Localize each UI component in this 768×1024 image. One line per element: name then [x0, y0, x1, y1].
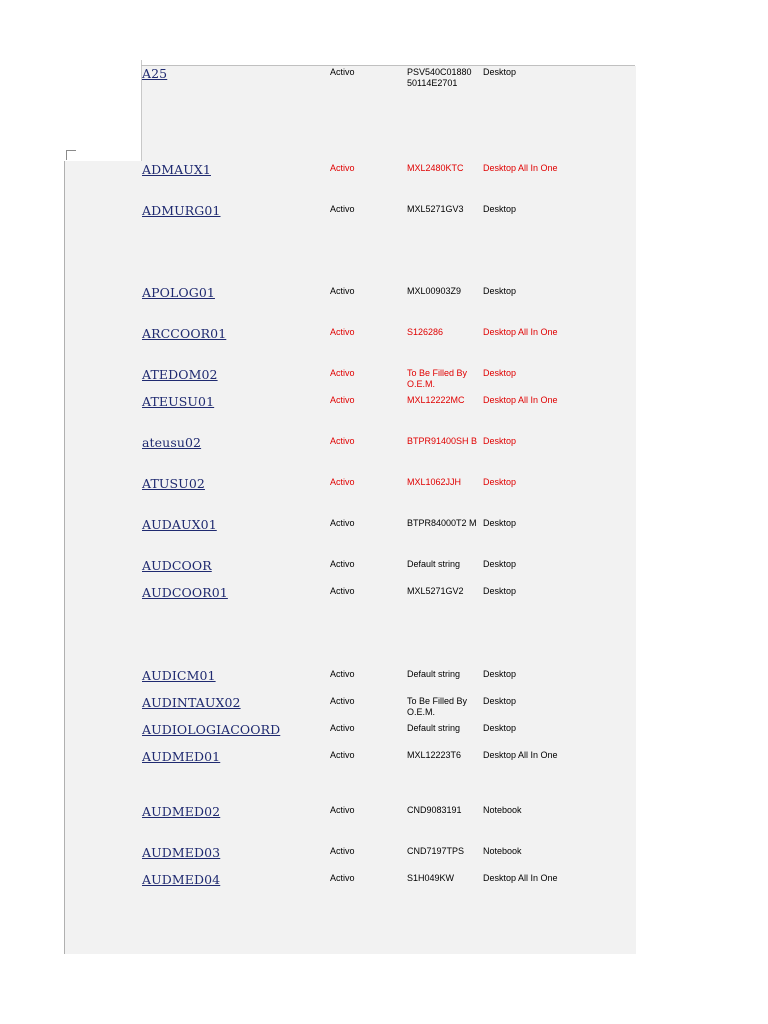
serial-cell: MXL2480KTC	[407, 163, 464, 173]
status-cell: Activo	[330, 846, 355, 856]
table-row	[0, 394, 768, 418]
computer-name-link[interactable]: A25	[142, 66, 168, 81]
serial-cell: PSV540C01880 50114E2701	[407, 67, 472, 88]
table-row	[0, 668, 768, 692]
status-cell: Activo	[330, 723, 355, 733]
serial-cell: S1H049KW	[407, 873, 455, 883]
table-row	[0, 326, 768, 350]
status-cell: Activo	[330, 586, 355, 596]
computer-name-link[interactable]: AUDCOOR	[142, 558, 212, 573]
table-row	[0, 585, 768, 609]
serial-cell: S126286	[407, 327, 444, 337]
serial-cell: MXL5271GV3	[407, 204, 464, 214]
computer-name-link[interactable]: AUDMED04	[142, 872, 221, 887]
table-row	[0, 722, 768, 746]
computer-name-link[interactable]: AUDINTAUX02	[142, 695, 241, 710]
table-anchor-icon	[66, 150, 76, 160]
table-row	[0, 845, 768, 869]
serial-cell: MXL5271GV2	[407, 586, 464, 596]
status-cell: Activo	[330, 67, 355, 77]
device-type-cell: Desktop All In One	[483, 750, 558, 760]
computer-name-link[interactable]: AUDICM01	[142, 668, 216, 683]
computer-name-link[interactable]: ADMURG01	[142, 203, 221, 218]
serial-cell: Default string	[407, 723, 461, 733]
computer-name-link[interactable]: ADMAUX1	[142, 162, 211, 177]
serial-cell: BTPR91400SH B	[407, 436, 478, 446]
device-type-cell: Desktop All In One	[483, 395, 558, 405]
status-cell: Activo	[330, 436, 355, 446]
device-type-cell: Desktop	[483, 696, 517, 706]
device-type-cell: Desktop	[483, 669, 517, 679]
device-type-cell: Desktop	[483, 204, 517, 214]
computer-name-link[interactable]: ateusu02	[142, 435, 202, 450]
computer-name-link[interactable]: ATEUSU01	[142, 394, 215, 409]
device-type-cell: Desktop	[483, 286, 517, 296]
serial-cell: MXL12223T6	[407, 750, 462, 760]
table-row	[0, 203, 768, 227]
status-cell: Activo	[330, 368, 355, 378]
table-row	[0, 435, 768, 459]
status-cell: Activo	[330, 750, 355, 760]
computer-name-link[interactable]: AUDAUX01	[142, 517, 217, 532]
status-cell: Activo	[330, 327, 355, 337]
serial-cell: BTPR84000T2 M	[407, 518, 477, 528]
device-type-cell: Notebook	[483, 846, 522, 856]
device-type-cell: Desktop	[483, 67, 517, 77]
status-cell: Activo	[330, 873, 355, 883]
serial-cell: CND9083191	[407, 805, 462, 815]
device-type-cell: Desktop All In One	[483, 163, 558, 173]
status-cell: Activo	[330, 286, 355, 296]
device-type-cell: Desktop All In One	[483, 873, 558, 883]
serial-cell: Default string	[407, 559, 461, 569]
device-type-cell: Desktop	[483, 368, 517, 378]
serial-cell: CND7197TPS	[407, 846, 465, 856]
table-row	[0, 695, 768, 719]
computer-name-link[interactable]: AUDMED03	[142, 845, 221, 860]
status-cell: Activo	[330, 669, 355, 679]
table-row	[0, 367, 768, 391]
computer-name-link[interactable]: ATEDOM02	[142, 367, 218, 382]
table-row	[0, 804, 768, 828]
device-type-cell: Desktop	[483, 477, 517, 487]
device-type-cell: Desktop	[483, 436, 517, 446]
table-row	[0, 872, 768, 896]
table-row	[0, 285, 768, 309]
device-type-cell: Desktop All In One	[483, 327, 558, 337]
device-type-cell: Desktop	[483, 586, 517, 596]
computer-name-link[interactable]: AUDIOLOGIACOORD	[142, 722, 281, 737]
device-type-cell: Notebook	[483, 805, 522, 815]
table-row	[0, 517, 768, 541]
table-row	[0, 749, 768, 773]
status-cell: Activo	[330, 204, 355, 214]
status-cell: Activo	[330, 477, 355, 487]
computer-name-link[interactable]: AUDMED01	[142, 749, 221, 764]
table-row	[0, 558, 768, 582]
status-cell: Activo	[330, 518, 355, 528]
serial-cell: MXL1062JJH	[407, 477, 462, 487]
computer-name-link[interactable]: ARCCOOR01	[142, 326, 227, 341]
computer-name-link[interactable]: AUDMED02	[142, 804, 221, 819]
status-cell: Activo	[330, 163, 355, 173]
status-cell: Activo	[330, 696, 355, 706]
table-row	[0, 66, 768, 90]
serial-cell: MXL12222MC	[407, 395, 465, 405]
table-row	[0, 162, 768, 186]
computer-name-link[interactable]: APOLOG01	[142, 285, 215, 300]
status-cell: Activo	[330, 805, 355, 815]
status-cell: Activo	[330, 395, 355, 405]
computer-name-link[interactable]: AUDCOOR01	[142, 585, 228, 600]
device-type-cell: Desktop	[483, 723, 517, 733]
status-cell: Activo	[330, 559, 355, 569]
serial-cell: MXL00903Z9	[407, 286, 462, 296]
serial-cell: Default string	[407, 669, 461, 679]
device-type-cell: Desktop	[483, 559, 517, 569]
serial-cell: To Be Filled By O.E.M.	[407, 696, 468, 717]
device-type-cell: Desktop	[483, 518, 517, 528]
serial-cell: To Be Filled By O.E.M.	[407, 368, 468, 389]
table-row	[0, 476, 768, 500]
computer-name-link[interactable]: ATUSU02	[142, 476, 205, 491]
